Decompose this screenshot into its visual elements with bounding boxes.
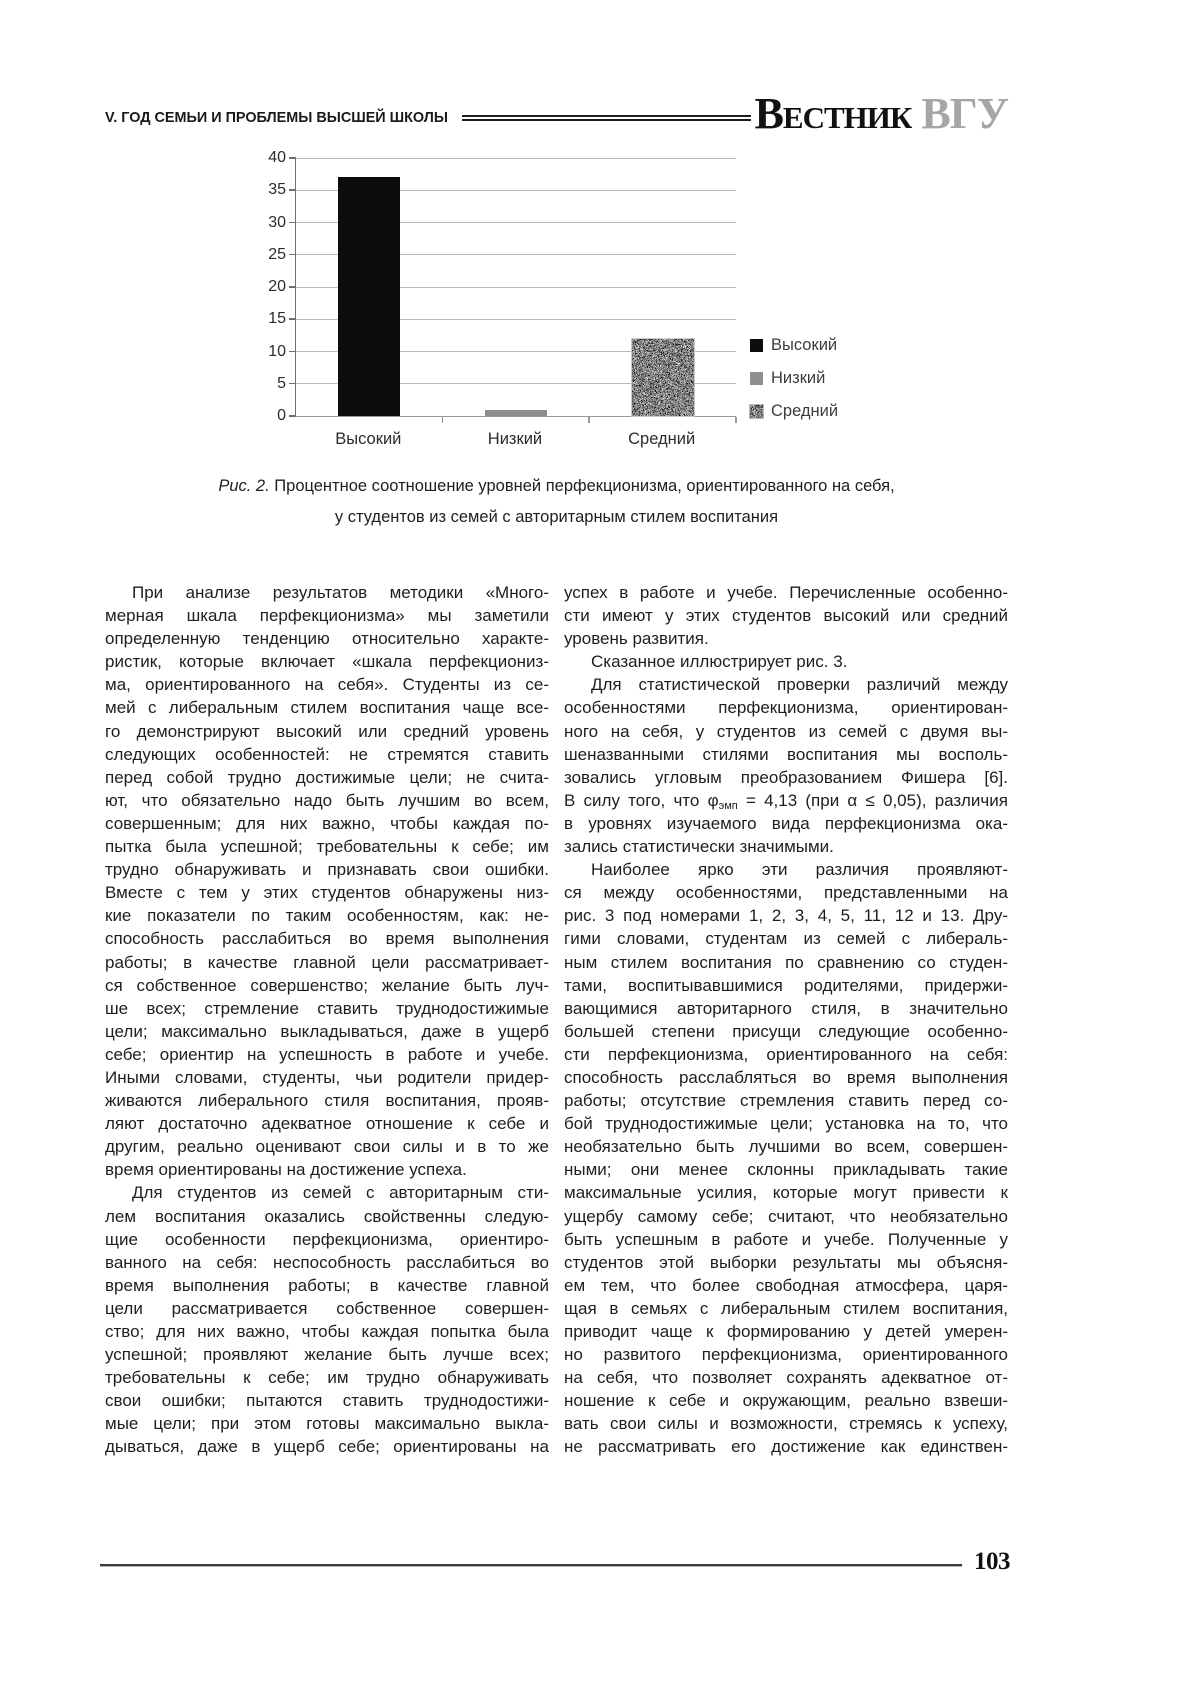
chart-legend [750, 336, 838, 421]
gridline [296, 158, 736, 159]
figure-2 [105, 149, 1008, 533]
text-line: дываться, даже в ущерб себе; ориентированы на [105, 1437, 549, 1457]
bar-Низкий [485, 410, 547, 416]
text-line: в уровнях изучаемого вида перфекционизма ока- [564, 813, 1008, 833]
text-line: гими словами, студентам из семей с либераль- [564, 929, 1008, 949]
header-rule [462, 115, 750, 122]
body-text [105, 581, 1008, 1459]
bar-Средний [632, 339, 694, 416]
text-line: следующих особенностей: не стремятся ставить [105, 744, 549, 764]
text-line: ство; для них важно, чтобы каждая попытка была [105, 1322, 549, 1341]
legend-swatch-icon [750, 372, 763, 385]
y-tick [289, 415, 296, 417]
page-number: 103 [974, 1548, 1010, 1575]
footer-rule [100, 1564, 962, 1568]
text-line: пытка была успешной; требовательны к себе; им [105, 837, 549, 857]
text-line: живаются либерального стиля воспитания, прояв- [105, 1091, 549, 1111]
text-line: ют, что обязательно надо быть лучшим во всем, [105, 790, 549, 810]
text-line: быть успешным в работе и учебе. Полученные у [564, 1229, 1008, 1249]
text-line: щая в семьях с либеральным стилем воспитания, [564, 1298, 1008, 1318]
text-line: При анализе результатов методики «Много- [132, 583, 549, 602]
text-line: максимальные усилия, которые могут привести к [564, 1183, 1008, 1203]
text-line: цели рассматривается собственное совершен- [105, 1298, 549, 1318]
paragraph [564, 650, 1008, 673]
y-axis-label: 25 [268, 245, 286, 263]
text-line: уровень развития. [564, 629, 709, 649]
y-axis-label: 20 [268, 278, 286, 295]
text-line: способность расслабиться во время выполнения [105, 929, 549, 949]
text-line: сти имеют у этих студентов высокий или средний [564, 606, 1008, 626]
text-line: бой труднодостижимые цели; установка на то, что [564, 1114, 1008, 1134]
text-line: ущербу самому себе; считают, что необязательно [564, 1206, 1008, 1226]
text-line: большей степени присущи следующие особенно- [564, 1021, 1008, 1041]
text-line: Для статистической проверки различий между [591, 675, 1008, 695]
text-line: сти перфекционизма, ориентированного на себя: [564, 1044, 1008, 1064]
paragraph [564, 858, 1008, 1458]
figure-caption-line1 [105, 471, 1008, 502]
text-line: успешной; проявляют желание быть лучше всех; [105, 1345, 549, 1365]
text-line: на себя, что позволяет сохранять адекватное от- [564, 1368, 1008, 1388]
text-line: ристик, которые включает «шкала перфекциониз- [105, 652, 549, 672]
journal-logo [754, 89, 1008, 138]
legend-item [750, 369, 838, 388]
y-tick [289, 254, 296, 256]
legend-swatch-icon [750, 339, 763, 352]
y-tick [289, 383, 296, 385]
running-head: V. ГОД СЕМЬИ И ПРОБЛЕМЫ ВЫСШЕЙ ШКОЛЫ [105, 108, 448, 126]
x-tick [588, 417, 590, 423]
journal-logo-main: Вестник [754, 89, 912, 138]
y-axis-label: 0 [277, 407, 286, 424]
paragraph [105, 581, 549, 1181]
text-line: требовательны к себе; им трудно обнаруживать [105, 1368, 549, 1388]
text-line: щие особенности перфекционизма, ориентиро- [105, 1229, 549, 1249]
text-line: мые цели; при этом готовы максимально выкла- [105, 1414, 549, 1434]
text-line: го демонстрируют высокий или средний уровень [105, 721, 549, 741]
x-tick [442, 417, 444, 423]
text-line: необязательно быть лучшими во всем, совершен- [564, 1137, 1008, 1157]
text-line: трудно обнаруживать и признавать свои ошибки. [105, 860, 549, 880]
text-line: совершенным; для них важно, чтобы каждая по- [105, 813, 549, 833]
text-line: шеназванными стилями воспитания мы восполь- [564, 744, 1008, 764]
text-line: ем тем, что более свободная атмосфера, царя- [564, 1275, 1008, 1295]
y-axis-label: 10 [268, 342, 286, 360]
text-line: ным стилем воспитания по сравнению со студен- [564, 952, 1008, 972]
bar-Высокий [338, 177, 400, 416]
paragraph [564, 673, 1008, 858]
text-line: тами, воспитывавшимися родителями, придержи- [564, 975, 1008, 995]
text-line: Для студентов из семей с авторитарным сти- [132, 1183, 549, 1203]
legend-label: Высокий [771, 336, 838, 354]
text-line: перед собой трудно достижимые цели; не счита- [105, 767, 549, 787]
y-tick [289, 222, 296, 224]
text-line: ными; они менее склонны прикладывать такие [564, 1160, 1008, 1180]
y-axis-label: 15 [268, 310, 286, 328]
right-column [564, 581, 1008, 1459]
text-line: другим, реально оценивают свои силы и в то же [105, 1137, 549, 1157]
figure-caption-line2: у студентов из семей с авторитарным стилем воспитания [334, 508, 779, 526]
chart-plot [295, 158, 736, 417]
text-line: не рассматривать его достижение как единствен- [564, 1437, 1008, 1457]
text-line: Вместе с тем у этих студентов обнаружены низ- [105, 883, 549, 903]
text-line: Иными словами, студенты, чьи родители придер- [105, 1067, 549, 1087]
text-line: ванного на себя: неспособность расслабиться во [105, 1252, 549, 1272]
page-footer [100, 1548, 1010, 1576]
legend-label: Средний [771, 402, 839, 420]
text-line: ся собственное совершенство; желание быть луч- [105, 975, 549, 995]
text-line: особенностями перфекционизма, ориентирован- [564, 698, 1008, 718]
figure-label: Рис. 2. [218, 477, 270, 495]
chart-x-axis-labels [295, 430, 735, 452]
text-line: ма, ориентированного на себя». Студенты из се- [105, 675, 549, 695]
text-line: время ориентированы на достижение успеха. [105, 1160, 467, 1180]
text-line: работы; отсутствие стремления ставить перед со- [564, 1091, 1008, 1111]
text-line: Сказанное иллюстрирует рис. 3. [591, 652, 848, 672]
text-line: приводит чаще к формированию у детей умерен- [564, 1322, 1008, 1341]
text-line: студентов этой выборки результаты мы объясня- [564, 1252, 1008, 1272]
text-line: вать свои силы и возможности, стремясь к успеху, [564, 1414, 1008, 1434]
legend-item [750, 402, 838, 421]
x-axis-label: Средний [628, 430, 696, 448]
journal-logo-accent: ВГУ [921, 89, 1008, 138]
figure-caption-text1: Процентное соотношение уровней перфекционизма, ориентированного на себя, [274, 477, 895, 495]
text-line: себе; ориентир на успешность в работе и учебе. [105, 1044, 549, 1064]
y-tick [289, 189, 296, 191]
text-line: В силу того, что $\varphi_{эмп} = 4,13$ (при α ≤ 0,05), различия [564, 790, 1008, 812]
text-line: работы; в качестве главной цели рассматривает- [105, 952, 549, 972]
left-column [105, 581, 549, 1459]
legend-swatch-icon [750, 405, 763, 418]
paragraph [105, 1181, 549, 1458]
y-tick [289, 318, 296, 320]
figure-caption [105, 471, 1008, 533]
page-header [105, 89, 1008, 138]
bar-chart [253, 149, 1008, 424]
text-line: мерная шкала перфекционизма» мы заметили [105, 606, 549, 626]
legend-label: Низкий [771, 369, 826, 387]
text-line: мей с либеральным стилем воспитания чаще все- [105, 698, 549, 718]
text-line: ше всех; стремление ставить труднодостижимые [105, 998, 549, 1018]
text-line: ся между особенностями, представленными на [564, 883, 1008, 903]
x-axis-label: Высокий [335, 430, 402, 448]
text-line: ного на себя, у студентов из семей с двумя вы- [564, 721, 1008, 741]
text-line: Наиболее ярко эти различия проявляют- [591, 860, 1008, 880]
text-line: лем воспитания оказались свойственны следую- [105, 1206, 549, 1226]
text-line: определенную тенденцию относительно характе- [105, 629, 549, 649]
text-line: время выполнения работы; в качестве главной [105, 1275, 549, 1295]
y-axis-label: 5 [277, 374, 286, 392]
text-line: но развитого перфекционизма, ориентированного [564, 1345, 1008, 1365]
text-line: цели; максимально выкладываться, даже в ущерб [105, 1021, 549, 1041]
y-tick [289, 286, 296, 288]
x-tick [735, 417, 737, 423]
text-line: способность расслабляться во время выполнения [564, 1067, 1008, 1087]
y-axis-label: 35 [268, 181, 286, 199]
y-axis-label: 40 [268, 149, 286, 166]
text-line: зовались угловым преобразованием Фишера [6]. [564, 767, 1008, 787]
text-line: ношение к себе и окружающим, реально взвеши- [564, 1391, 1008, 1411]
text-line: зались статистически значимыми. [564, 837, 834, 857]
y-axis-label: 30 [268, 213, 286, 231]
x-axis-label: Низкий [487, 430, 543, 448]
paragraph [564, 581, 1008, 650]
y-tick [289, 157, 296, 159]
text-line: кие показатели по таким особенностям, как: не- [105, 906, 549, 926]
legend-item [750, 336, 838, 355]
text-line: ляют достаточно адекватное отношение к себе и [105, 1114, 549, 1134]
text-line: рис. 3 под номерами 1, 2, 3, 4, 5, 11, 12 и 13. Дру- [564, 906, 1008, 926]
text-line: успех в работе и учебе. Перечисленные особенно- [564, 583, 1008, 602]
text-line: свои ошибки; пытаются ставить труднодостижи- [105, 1391, 549, 1411]
y-tick [289, 351, 296, 353]
text-line: вающимися авторитарного стиля, в значительно [564, 998, 1008, 1018]
